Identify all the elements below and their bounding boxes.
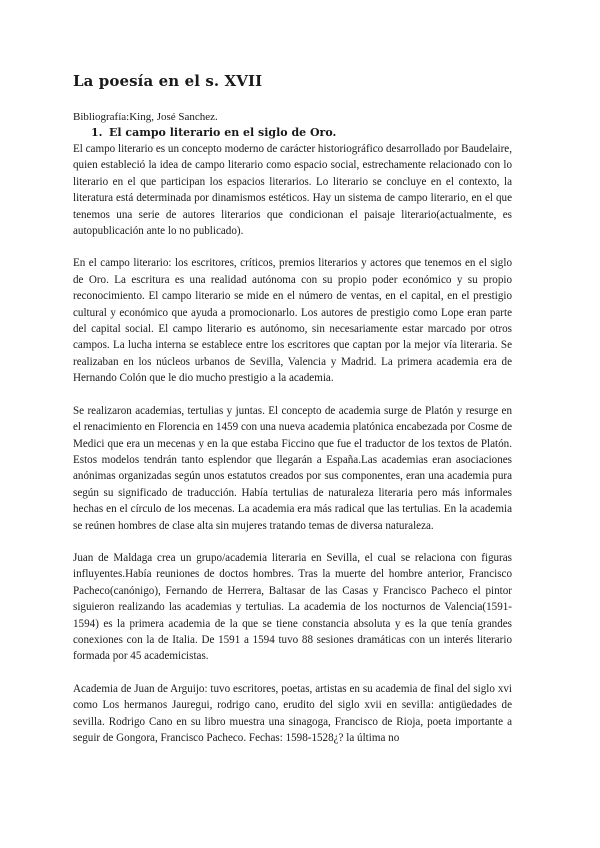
section-number: 1. <box>91 126 103 139</box>
paragraph-juan-de-maldaga: Juan de Maldaga crea un grupo/academia literaria en Sevilla, el cual se relaciona con figuras influyentes.Había reuniones de doctos hombres. Tras la muerte del hombre anterior, Francisco Pacheco(canónigo), Fernando de Herrera, Baltasar de las Casas y Francisco Pacheco el pintor siguieron realizando las academias y tertulias. La academia de los nocturnos de Valencia(1591-1594) es la primera academia de la que se tiene constancia absoluta y es la que tenía grandes conexiones con la de Italia. De 1591 a 1594 tuvo 88 sesiones dramáticas con un interés literario formada por 45 academicistas. <box>73 551 512 663</box>
page-title: La poesía en el s. XVII <box>73 72 263 90</box>
bibliography-line: Bibliografía:King, José Sanchez. <box>73 111 218 123</box>
section-heading <box>91 126 512 140</box>
paragraph-campo-literario-concepto: El campo literario es un concepto moderno de carácter historiográfico desarrollado por Baudelaire, quien estableció la idea de campo literario como espacio social, estrechamente relacionado con lo literario en el que participan los espacios literarios. Lo literario se concluye en el contexto, la literatura está determinada por dinamismos estéticos. Hay un sistema de campo literario, en el que tenemos una serie de autores literarios que condicionan el paisaje literario(actualmente, es autopublicación ante lo no publicado). <box>73 143 512 238</box>
paragraph-campo-literario-actores: En el campo literario: los escritores, críticos, premios literarios y actores que tenemos en el siglo de Oro. La escritura es una realidad autónoma con su propio poder económico y su propio reconocimiento. El campo literario se mide en el número de ventas, en el capital, en el prestigio cultural y económico que ayuda a promocionarlo. Los autores de prestigio como Lope eran parte del capital social. El campo literario es autónomo, sin necesariamente estar marcado por otros campos. La lucha interna se establece entre los escritores que captan por la mejor vía literaria. Se realizaban en los núcleos urbanos de Sevilla, Valencia y Madrid. La primera academia era de Hernando Colón que le dio mucho prestigio a la academia. <box>73 257 512 385</box>
section-title: El campo literario en el siglo de Oro. <box>109 126 337 139</box>
paragraph-academias: Se realizaron academias, tertulias y juntas. El concepto de academia surge de Platón y resurge en el renacimiento en Florencia en 1459 con una nueva academia platónica encabezada por Cosme de Medici que era un mecenas y en la que estaba Ficcino que fue el traductor de los textos de Platón. Estos modelos tendrán tanto esplendor que llegarán a España.Las academias eran asociaciones anónimas organizadas según unos estatutos creados por sus componentes, eran una academia pura según su significado de traducción. Había tertulias de naturaleza literaria pero más informales hechas en el círculo de los mecenas. La academia era más radical que las tertulias. En la academia se reúnen hombres de clase alta sin mujeres tratando temas de diversa naturaleza. <box>73 404 512 532</box>
paragraph-juan-de-arguijo: Academia de Juan de Arguijo: tuvo escritores, poetas, artistas en su academia de final del siglo xvi como Los hermanos Jauregui, rodrigo cano, erudito del siglo xvii en sevilla: antigüedades de sevilla. Rodrigo Cano en su libro muestra una sinagoga, Francisco de Rioja, poeta importante a seguir de Gongora, Francisco Pacheco. Fechas: 1598-1528¿? la última no <box>73 682 512 744</box>
